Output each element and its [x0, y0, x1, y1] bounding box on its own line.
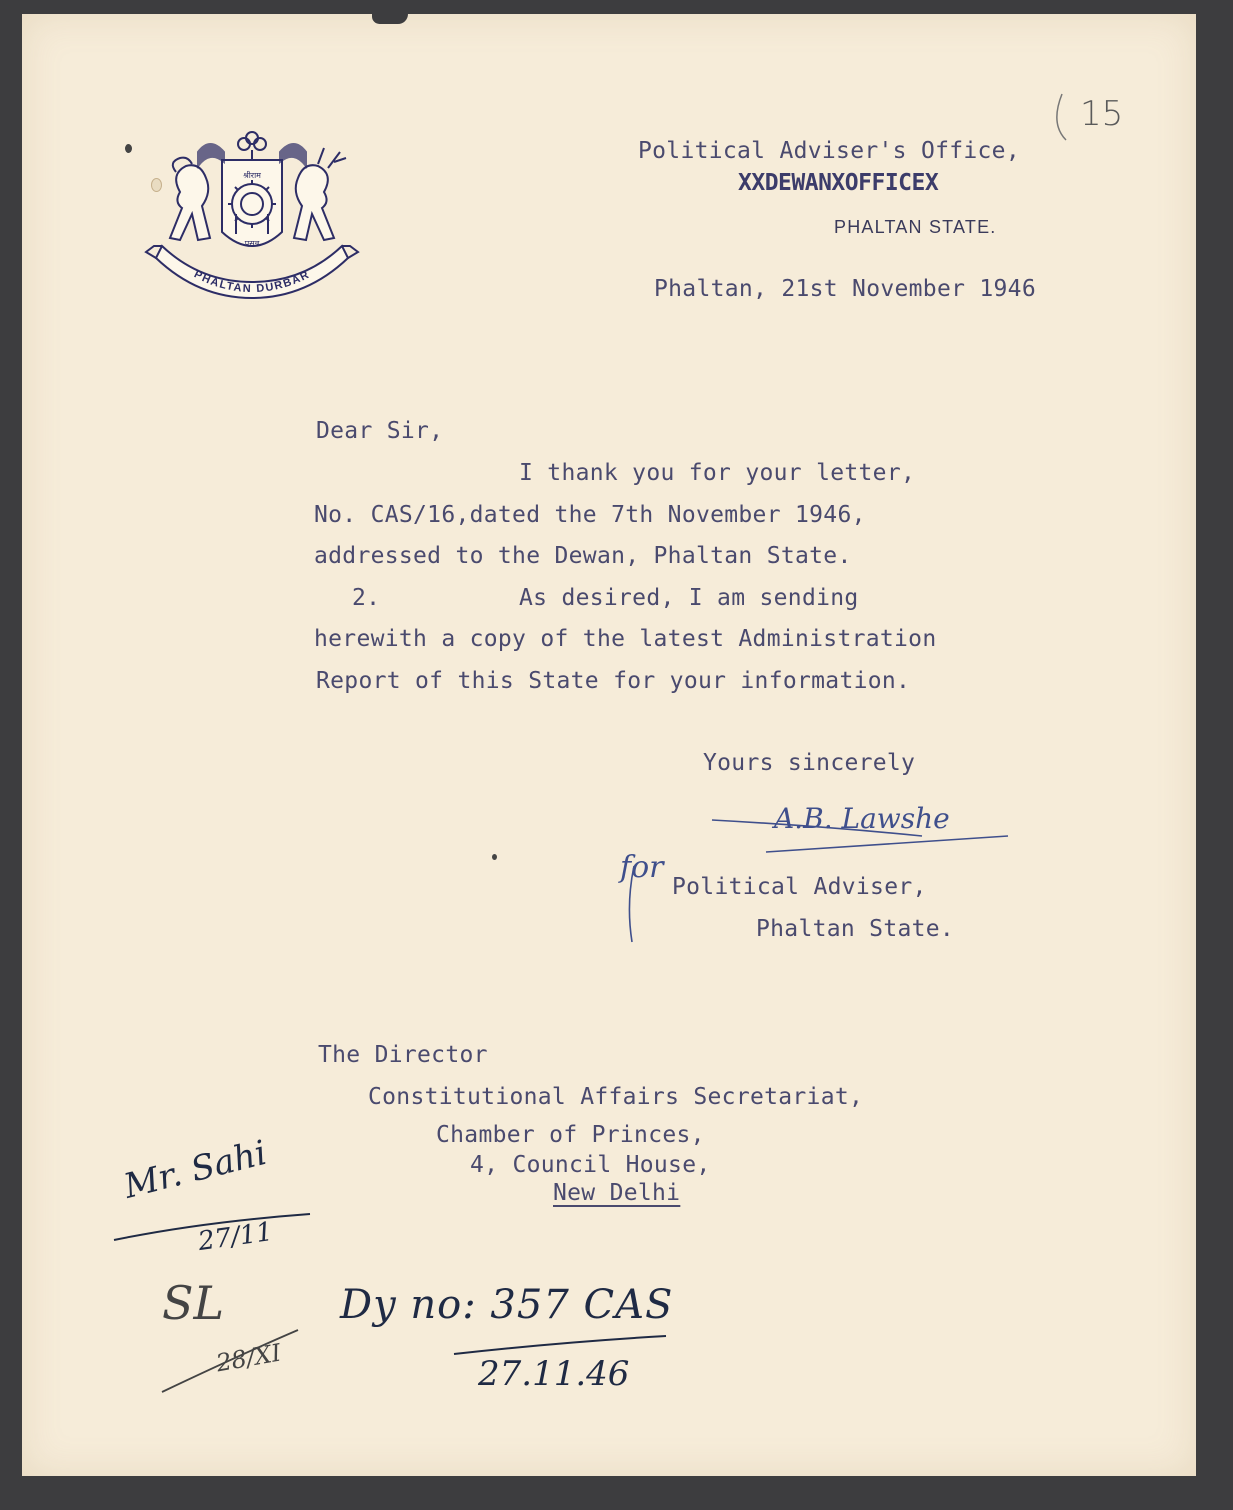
- note-date-2: 28/XI: [214, 1338, 284, 1378]
- crest-script-top: श्रीराम: [243, 171, 261, 180]
- addressee-line-3: Chamber of Princes,: [436, 1122, 705, 1148]
- annotation-lines: [22, 14, 1196, 1476]
- state-line: PHALTAN STATE.: [834, 217, 997, 237]
- body-line-2: No. CAS/16,dated the 7th November 1946,: [314, 502, 866, 528]
- valediction: Yours sincerely: [703, 750, 916, 776]
- note-name: Mr. Sahi: [120, 1132, 271, 1207]
- body-line-1: I thank you for your letter,: [519, 460, 916, 486]
- initials: SL: [162, 1276, 225, 1330]
- salutation: Dear Sir,: [316, 418, 444, 444]
- crest-script-bottom: प्रसन्न: [244, 239, 260, 248]
- signatory-title-2: Phaltan State.: [756, 916, 955, 942]
- addressee-line-4: 4, Council House,: [470, 1152, 711, 1178]
- crest-motto: PHALTAN DURBAR: [191, 268, 313, 296]
- body-line-3: addressed to the Dewan, Phaltan State.: [314, 543, 852, 569]
- struck-dewan-office: XXDEWANXOFFICEX: [738, 170, 939, 196]
- letter-sheet: [22, 14, 1196, 1476]
- note-date-1: 27/11: [196, 1216, 275, 1258]
- addressee-line-2: Constitutional Affairs Secretariat,: [368, 1084, 864, 1110]
- for-mark: for: [620, 850, 664, 885]
- paragraph-number: 2.: [352, 585, 381, 611]
- body-line-4: As desired, I am sending: [519, 585, 859, 611]
- body-line-5: herewith a copy of the latest Administration: [314, 626, 937, 652]
- signature: A.B. Lawshe: [774, 802, 950, 835]
- dy-date: 27.11.46: [478, 1354, 630, 1394]
- dy-number: Dy no: 357 CAS: [340, 1282, 674, 1328]
- page-number: 15: [1080, 94, 1124, 134]
- addressee-line-1: The Director: [318, 1042, 488, 1068]
- dateline: Phaltan, 21st November 1946: [654, 276, 1036, 302]
- office-line: Political Adviser's Office,: [638, 138, 1020, 164]
- addressee-line-5: New Delhi: [553, 1180, 681, 1206]
- signatory-title-1: Political Adviser,: [672, 874, 927, 900]
- body-line-6: Report of this State for your information.: [316, 668, 911, 694]
